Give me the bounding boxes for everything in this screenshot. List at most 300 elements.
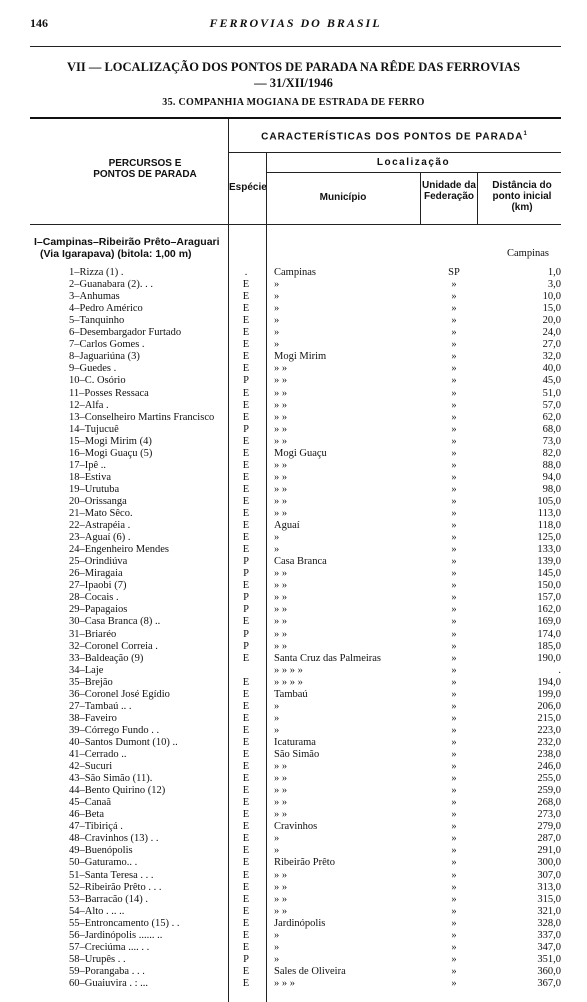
stop-name: 52–Ribeirão Prêto . . . xyxy=(69,881,162,893)
stop-type: E xyxy=(242,676,250,688)
stop-type: P xyxy=(243,953,249,965)
stop-name: 11–Posses Ressaca xyxy=(69,387,149,399)
stop-type: E xyxy=(242,363,250,375)
table-row xyxy=(0,592,587,604)
stop-municipio: » » xyxy=(274,628,288,640)
stop-name: 42–Sucuri xyxy=(69,761,113,773)
table-row xyxy=(0,351,587,363)
stop-type: E xyxy=(242,724,250,736)
stop-distance: 185,0 xyxy=(537,640,561,652)
stop-uf: » xyxy=(451,508,457,519)
stop-municipio: » » » xyxy=(274,977,295,989)
stop-type: E xyxy=(242,977,250,989)
stop-name: 45–Canaã xyxy=(69,797,111,809)
table-row xyxy=(0,857,587,869)
stop-uf: » xyxy=(451,580,457,592)
stop-type: . xyxy=(244,267,248,278)
stop-uf: » xyxy=(451,387,457,399)
stop-municipio: » xyxy=(274,291,280,303)
stop-distance: 351,0 xyxy=(537,953,561,965)
stop-municipio: » » xyxy=(274,459,288,471)
stop-distance: 315,0 xyxy=(537,893,561,905)
section-title-line2: (Via Igarapava) (bitola: 1,00 m) xyxy=(40,248,192,260)
stop-uf: » xyxy=(451,447,457,459)
table-row xyxy=(0,641,587,653)
stop-uf: » xyxy=(451,435,457,447)
stop-municipio: » xyxy=(274,544,280,556)
table-row xyxy=(0,930,587,942)
table-row xyxy=(0,412,587,424)
stop-distance: 3,0 xyxy=(547,279,561,291)
stop-municipio: » » xyxy=(274,363,288,375)
stop-uf: » xyxy=(451,628,457,640)
stop-distance: 40,0 xyxy=(542,363,561,375)
stop-distance: 1,0 xyxy=(547,267,561,278)
stop-name: 28–Cocais . xyxy=(69,592,119,604)
stop-municipio: » » xyxy=(274,773,288,785)
stop-uf: » xyxy=(451,640,457,652)
stop-distance: 73,0 xyxy=(542,435,561,447)
stop-uf: » xyxy=(451,315,457,327)
stop-type: E xyxy=(242,785,250,797)
stop-uf: » xyxy=(451,303,457,315)
table-row xyxy=(0,629,587,641)
stop-name: 50–Gaturamo.. . xyxy=(69,857,138,869)
stop-type: P xyxy=(243,423,249,435)
stop-municipio: » xyxy=(274,315,280,327)
header-caracteristicas-text: CARACTERÍSTICAS DOS PONTOS DE PARADA xyxy=(261,131,524,143)
stop-distance: 98,0 xyxy=(542,483,561,495)
page-number: 146 xyxy=(30,16,48,30)
table-row xyxy=(0,315,587,327)
stop-distance: 27,0 xyxy=(542,339,561,351)
stop-distance: 10,0 xyxy=(542,291,561,303)
table-row xyxy=(0,845,587,857)
header-bottom-rule xyxy=(30,224,561,225)
stop-type: E xyxy=(242,387,250,399)
table-row xyxy=(0,749,587,761)
table-row xyxy=(0,436,587,448)
header-distancia: Distância do ponto inicial (km) xyxy=(492,180,552,213)
stop-type: P xyxy=(243,375,249,387)
section-title-line1: I–Campinas–Ribeirão Prêto–Araguari xyxy=(34,236,220,248)
stop-municipio: » » » » xyxy=(274,676,303,688)
stop-name: 36–Coronel José Egídio xyxy=(69,688,170,700)
table-row xyxy=(0,785,587,797)
stop-municipio: » » xyxy=(274,616,288,628)
stop-uf: » xyxy=(451,363,457,375)
stop-uf: » xyxy=(451,483,457,495)
table-row xyxy=(0,580,587,592)
stop-uf: » xyxy=(451,375,457,387)
stop-type: E xyxy=(242,905,250,917)
stop-distance: 259,0 xyxy=(537,785,561,797)
header-municipio: Município xyxy=(319,192,367,203)
stop-municipio: Santa Cruz das Palmeiras xyxy=(274,652,382,664)
stop-type: P xyxy=(243,556,249,568)
stop-name: 9–Guedes . xyxy=(69,363,117,375)
stop-type: P xyxy=(243,568,249,580)
stop-distance: 215,0 xyxy=(537,712,561,724)
table-row xyxy=(0,544,587,556)
col-divider-unidade xyxy=(477,172,478,224)
stop-uf: » xyxy=(451,652,457,664)
stop-municipio: » » xyxy=(274,508,288,519)
stop-type: E xyxy=(242,881,250,893)
stop-uf: » xyxy=(451,592,457,604)
stop-uf: » xyxy=(451,797,457,809)
stop-distance: 32,0 xyxy=(542,351,561,363)
table-row xyxy=(0,978,587,990)
stop-name: 49–Buenópolis xyxy=(69,845,133,857)
stop-type: P xyxy=(243,604,249,616)
stop-distance: 105,0 xyxy=(537,495,561,507)
stop-type: E xyxy=(242,749,250,760)
stop-name: 46–Beta xyxy=(69,809,104,821)
stop-name: 4–Pedro Américo xyxy=(69,303,143,315)
stop-name: 29–Papagaios xyxy=(69,604,128,616)
stop-municipio: Cravinhos xyxy=(274,821,318,833)
stop-municipio: Mogi Mirim xyxy=(274,351,327,363)
stop-distance: 279,0 xyxy=(537,821,561,833)
stop-municipio: » » » » xyxy=(274,664,303,676)
stop-uf: » xyxy=(451,749,457,760)
table-row xyxy=(0,797,587,809)
stop-type: E xyxy=(242,532,250,544)
stop-municipio: » » xyxy=(274,471,288,483)
stop-distance: 133,0 xyxy=(537,544,561,556)
header-especie: Espécie xyxy=(229,182,267,193)
table-top-rule xyxy=(30,117,561,125)
table-row xyxy=(0,291,587,303)
stop-distance: 347,0 xyxy=(537,941,561,953)
stop-distance: 57,0 xyxy=(542,399,561,411)
stop-name: 56–Jardinópolis ...... .. xyxy=(69,929,163,941)
stop-uf: » xyxy=(451,556,457,568)
stop-municipio: » » xyxy=(274,568,288,580)
stop-type: E xyxy=(242,508,250,519)
stop-type: E xyxy=(242,459,250,471)
stop-distance: 68,0 xyxy=(542,423,561,435)
stop-name: 35–Brejão xyxy=(69,676,113,688)
stop-municipio: » » xyxy=(274,483,288,495)
stop-uf: » xyxy=(451,351,457,363)
stop-distance: 174,0 xyxy=(537,628,561,640)
stop-name: 27–Ipaobi (7) xyxy=(69,580,127,592)
stop-distance: 20,0 xyxy=(542,315,561,327)
stop-uf: » xyxy=(451,520,457,532)
stop-distance: 94,0 xyxy=(542,471,561,483)
stop-uf: » xyxy=(451,279,457,291)
stop-name: 39–Córrego Fundo . . xyxy=(69,724,160,736)
stop-name: 21–Mato Sêco. xyxy=(69,508,133,519)
stop-uf: » xyxy=(451,761,457,773)
table-row xyxy=(0,809,587,821)
stop-uf: » xyxy=(451,700,457,712)
stop-distance: 367,0 xyxy=(537,977,561,989)
stop-municipio: » » xyxy=(274,399,288,411)
table-row xyxy=(0,761,587,773)
table-row xyxy=(0,424,587,436)
stop-type: E xyxy=(242,761,250,773)
stop-type: E xyxy=(242,700,250,712)
stop-municipio: » » xyxy=(274,785,288,797)
table-row xyxy=(0,520,587,532)
stop-distance: 45,0 xyxy=(542,375,561,387)
stop-name: 15–Mogi Mirim (4) xyxy=(69,435,152,447)
stop-municipio: » xyxy=(274,700,280,712)
stop-distance: 150,0 xyxy=(537,580,561,592)
stop-name: 48–Cravinhos (13) . . xyxy=(69,833,159,845)
stop-distance: 287,0 xyxy=(537,833,561,845)
stop-type: E xyxy=(242,845,250,857)
stop-municipio: Tambaú xyxy=(274,688,308,700)
stop-name: 24–Engenheiro Mendes xyxy=(69,544,170,556)
stop-name: 27–Tambaú .. . xyxy=(69,700,132,712)
table-row xyxy=(0,339,587,351)
stop-municipio: » » xyxy=(274,423,288,435)
table-row xyxy=(0,725,587,737)
stop-type: P xyxy=(243,592,249,604)
stop-uf: » xyxy=(451,929,457,941)
stop-uf: » xyxy=(451,977,457,989)
stop-distance: 300,0 xyxy=(537,857,561,869)
stop-uf: » xyxy=(451,881,457,893)
stop-municipio: Mogi Guaçu xyxy=(274,447,327,459)
stop-distance: 246,0 xyxy=(537,761,561,773)
stop-uf: » xyxy=(451,568,457,580)
stop-municipio: » » xyxy=(274,640,288,652)
stop-uf: » xyxy=(451,809,457,821)
stop-municipio: Ribeirão Prêto xyxy=(274,857,335,869)
table-row xyxy=(0,448,587,460)
table-row xyxy=(0,568,587,580)
stop-municipio: » » xyxy=(274,893,288,905)
stop-distance: 15,0 xyxy=(542,303,561,315)
table-row xyxy=(0,508,587,520)
table-row xyxy=(0,616,587,628)
table-row xyxy=(0,532,587,544)
stop-municipio: » xyxy=(274,712,280,724)
stop-distance: 273,0 xyxy=(537,809,561,821)
stop-uf: » xyxy=(451,411,457,423)
stop-uf: » xyxy=(451,736,457,748)
table-row xyxy=(0,604,587,616)
stop-type: E xyxy=(242,917,250,929)
stop-name: 22–Astrapéia . xyxy=(69,520,131,532)
stop-type: E xyxy=(242,857,250,869)
stop-uf: » xyxy=(451,688,457,700)
stop-type: E xyxy=(242,315,250,327)
stop-uf: » xyxy=(451,664,457,676)
stop-municipio: Aguaí xyxy=(274,520,300,532)
stop-uf: » xyxy=(451,893,457,905)
table-row xyxy=(0,484,587,496)
stop-municipio: » xyxy=(274,941,280,953)
stop-uf: » xyxy=(451,327,457,339)
stop-distance: 268,0 xyxy=(537,797,561,809)
stop-distance: 223,0 xyxy=(537,724,561,736)
stop-type: E xyxy=(242,712,250,724)
stop-name: 7–Carlos Gomes . xyxy=(69,339,145,351)
stop-distance: 169,0 xyxy=(537,616,561,628)
stop-name: 34–Laje xyxy=(69,664,104,676)
stop-uf: » xyxy=(451,712,457,724)
stop-distance: 162,0 xyxy=(537,604,561,616)
stop-type: E xyxy=(242,544,250,556)
table-row xyxy=(0,303,587,315)
rule-localizacao xyxy=(266,172,561,173)
stop-distance: . xyxy=(558,664,561,676)
stop-distance: 88,0 xyxy=(542,459,561,471)
stop-municipio: » » xyxy=(274,604,288,616)
stop-municipio: » » xyxy=(274,495,288,507)
stop-name: 12–Alfa . xyxy=(69,399,109,411)
stop-uf: » xyxy=(451,941,457,953)
stop-distance: 194,0 xyxy=(537,676,561,688)
stop-name: 6–Desembargador Furtado xyxy=(69,327,182,339)
stop-name: 8–Jaguariúna (3) xyxy=(69,351,140,363)
stop-type: E xyxy=(242,327,250,339)
stop-distance: 113,0 xyxy=(537,508,561,519)
stop-name: 32–Coronel Correia . xyxy=(69,640,158,652)
stop-name: 44–Bento Quirino (12) xyxy=(69,785,166,797)
stop-type: E xyxy=(242,495,250,507)
stop-distance: 360,0 xyxy=(537,965,561,977)
stop-name: 59–Porangaba . . . xyxy=(69,965,145,977)
stop-type: E xyxy=(242,291,250,303)
stop-uf: » xyxy=(451,857,457,869)
stop-type: E xyxy=(242,688,250,700)
stop-type: E xyxy=(242,303,250,315)
stop-name: 17–Ipê .. xyxy=(69,459,107,471)
stop-type: E xyxy=(242,351,250,363)
stop-uf: » xyxy=(451,821,457,833)
table-row xyxy=(0,472,587,484)
stop-type: E xyxy=(242,520,250,532)
header-localizacao: Localização xyxy=(376,157,451,168)
stop-type: E xyxy=(242,616,250,628)
stop-municipio: » » xyxy=(274,435,288,447)
stop-uf: » xyxy=(451,399,457,411)
table-row xyxy=(0,375,587,387)
stop-name: 58–Urupês . . xyxy=(69,953,126,965)
stop-uf: » xyxy=(451,845,457,857)
stop-municipio: » » xyxy=(274,411,288,423)
table-row xyxy=(0,363,587,375)
table-row xyxy=(0,833,587,845)
stop-type: E xyxy=(242,652,250,664)
stop-distance: 232,0 xyxy=(537,736,561,748)
table-row xyxy=(0,870,587,882)
section-title xyxy=(34,236,220,260)
stop-municipio: » » xyxy=(274,580,288,592)
table-row xyxy=(0,954,587,966)
table-row xyxy=(0,665,587,677)
stop-uf: » xyxy=(451,495,457,507)
stop-uf: » xyxy=(451,339,457,351)
stop-uf: » xyxy=(451,953,457,965)
stop-municipio: Icaturama xyxy=(274,736,316,748)
stop-municipio: » xyxy=(274,953,280,965)
table-row xyxy=(0,496,587,508)
stop-name: 10–C. Osório xyxy=(69,375,126,387)
rule-caracteristicas xyxy=(228,152,561,153)
stop-municipio: » xyxy=(274,833,280,845)
table-row xyxy=(0,713,587,725)
stop-name: 60–Guaiuvira . : ... xyxy=(69,977,149,989)
stop-distance: 62,0 xyxy=(542,411,561,423)
stop-type: E xyxy=(242,773,250,785)
stop-municipio: » » xyxy=(274,761,288,773)
stop-type: E xyxy=(242,399,250,411)
section-origin: Campinas xyxy=(507,248,549,259)
stop-municipio: » xyxy=(274,327,280,339)
stop-name: 20–Orissanga xyxy=(69,495,127,507)
stop-uf: » xyxy=(451,724,457,736)
header-rule xyxy=(30,46,561,47)
stop-type: E xyxy=(242,447,250,459)
chapter-title-date: — 31/XII/1946 xyxy=(254,76,333,90)
stop-uf: » xyxy=(451,459,457,471)
stop-uf: » xyxy=(451,676,457,688)
stop-distance: 157,0 xyxy=(537,592,561,604)
stop-municipio: » » xyxy=(274,592,288,604)
stop-municipio: Campinas xyxy=(274,267,316,278)
stop-municipio: » » xyxy=(274,905,288,917)
table-row xyxy=(0,267,587,279)
stop-name: 3–Anhumas xyxy=(69,291,120,303)
stop-municipio: » » xyxy=(274,387,288,399)
stop-municipio: » xyxy=(274,532,280,544)
table-row xyxy=(0,701,587,713)
table-row xyxy=(0,773,587,785)
stop-name: 19–Urutuba xyxy=(69,483,120,495)
stop-municipio: » » xyxy=(274,809,288,821)
stop-name: 2–Guanabara (2). . . xyxy=(69,279,153,291)
stop-name: 1–Rizza (1) . xyxy=(69,267,124,278)
stop-type: E xyxy=(242,471,250,483)
stop-name: 53–Barracão (14) . xyxy=(69,893,149,905)
stop-name: 26–Miragaia xyxy=(69,568,123,580)
stop-name: 40–Santos Dumont (10) .. xyxy=(69,736,178,748)
stop-name: 33–Baldeação (9) xyxy=(69,652,144,664)
stop-type: E xyxy=(242,736,250,748)
table-row xyxy=(0,556,587,568)
stop-name: 55–Entroncamento (15) . . xyxy=(69,917,180,929)
stop-uf: » xyxy=(451,616,457,628)
table-row xyxy=(0,400,587,412)
table-row xyxy=(0,677,587,689)
stop-distance: 238,0 xyxy=(537,749,561,760)
stop-municipio: » xyxy=(274,929,280,941)
stop-uf: » xyxy=(451,785,457,797)
header-caracteristicas xyxy=(228,129,561,142)
stop-distance: 51,0 xyxy=(542,387,561,399)
stop-distance: 307,0 xyxy=(537,869,561,881)
stop-distance: 139,0 xyxy=(537,556,561,568)
stop-municipio: » xyxy=(274,724,280,736)
stop-type: P xyxy=(243,628,249,640)
stop-name: 18–Estiva xyxy=(69,471,111,483)
stop-distance: 337,0 xyxy=(537,929,561,941)
table-row xyxy=(0,388,587,400)
table-row xyxy=(0,737,587,749)
table-row xyxy=(0,279,587,291)
stop-type: P xyxy=(243,640,249,652)
company-subtitle: 35. COMPANHIA MOGIANA DE ESTRADA DE FERRO xyxy=(162,97,425,108)
stop-type: E xyxy=(242,941,250,953)
